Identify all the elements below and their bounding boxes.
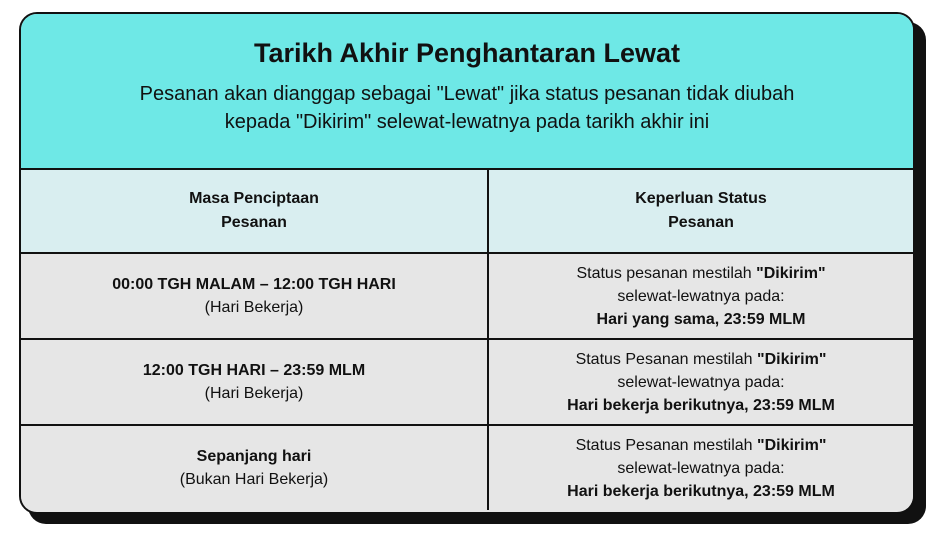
- creation-time-cell: [21, 339, 488, 425]
- column-header-creation-time: [21, 170, 488, 253]
- time-range: Sepanjang hari: [196, 448, 312, 465]
- deadline-text: Hari bekerja berikutnya, 23:59 MLM: [567, 482, 835, 500]
- table-row: [21, 253, 913, 339]
- deadline-table: [21, 170, 913, 510]
- required-status: "Dikirim": [757, 436, 827, 454]
- deadline-card: [19, 12, 915, 514]
- required-status: "Dikirim": [756, 264, 826, 282]
- requirement-line: [499, 434, 903, 457]
- creation-time-cell: [21, 425, 488, 510]
- requirement-prefix: Status Pesanan mestilah: [575, 350, 757, 368]
- time-range: 12:00 TGH HARI – 23:59 MLM: [142, 362, 366, 379]
- requirement-line: [499, 262, 903, 285]
- requirement-prefix: Status Pesanan mestilah: [575, 436, 757, 454]
- day-type-note: (Hari Bekerja): [204, 385, 304, 402]
- table-row: [21, 339, 913, 425]
- requirement-mid: selewat-lewatnya pada:: [617, 287, 785, 305]
- day-type-note: (Hari Bekerja): [204, 299, 304, 316]
- time-range: 00:00 TGH MALAM – 12:00 TGH HARI: [112, 276, 396, 293]
- column-header-line: Masa Penciptaan: [189, 190, 319, 207]
- column-header-line: Pesanan: [221, 214, 287, 231]
- deadline-text: Hari bekerja berikutnya, 23:59 MLM: [567, 396, 835, 414]
- card-subtitle: Pesanan akan dianggap sebagai "Lewat" jika status pesanan tidak diubah kepada "Dikirim" selewat-lewatnya pada tarikh akhir ini: [139, 83, 795, 133]
- status-requirement-cell: [488, 425, 913, 510]
- table-header-row: [21, 170, 913, 253]
- deadline-text: Hari yang sama, 23:59 MLM: [596, 310, 806, 328]
- requirement-line: [499, 348, 903, 371]
- requirement-mid: selewat-lewatnya pada:: [617, 459, 785, 477]
- requirement-mid: selewat-lewatnya pada:: [617, 373, 785, 391]
- status-requirement-cell: [488, 253, 913, 339]
- column-header-status-requirement: [488, 170, 913, 253]
- column-header-line: Pesanan: [668, 214, 734, 231]
- status-requirement-cell: [488, 339, 913, 425]
- table-row: [21, 425, 913, 510]
- day-type-note: (Bukan Hari Bekerja): [179, 471, 329, 488]
- card-title: Tarikh Akhir Penghantaran Lewat: [253, 38, 681, 68]
- required-status: "Dikirim": [757, 350, 827, 368]
- creation-time-cell: [21, 253, 488, 339]
- requirement-prefix: Status pesanan mestilah: [576, 264, 757, 282]
- card-header: [21, 14, 913, 170]
- column-header-line: Keperluan Status: [635, 190, 767, 207]
